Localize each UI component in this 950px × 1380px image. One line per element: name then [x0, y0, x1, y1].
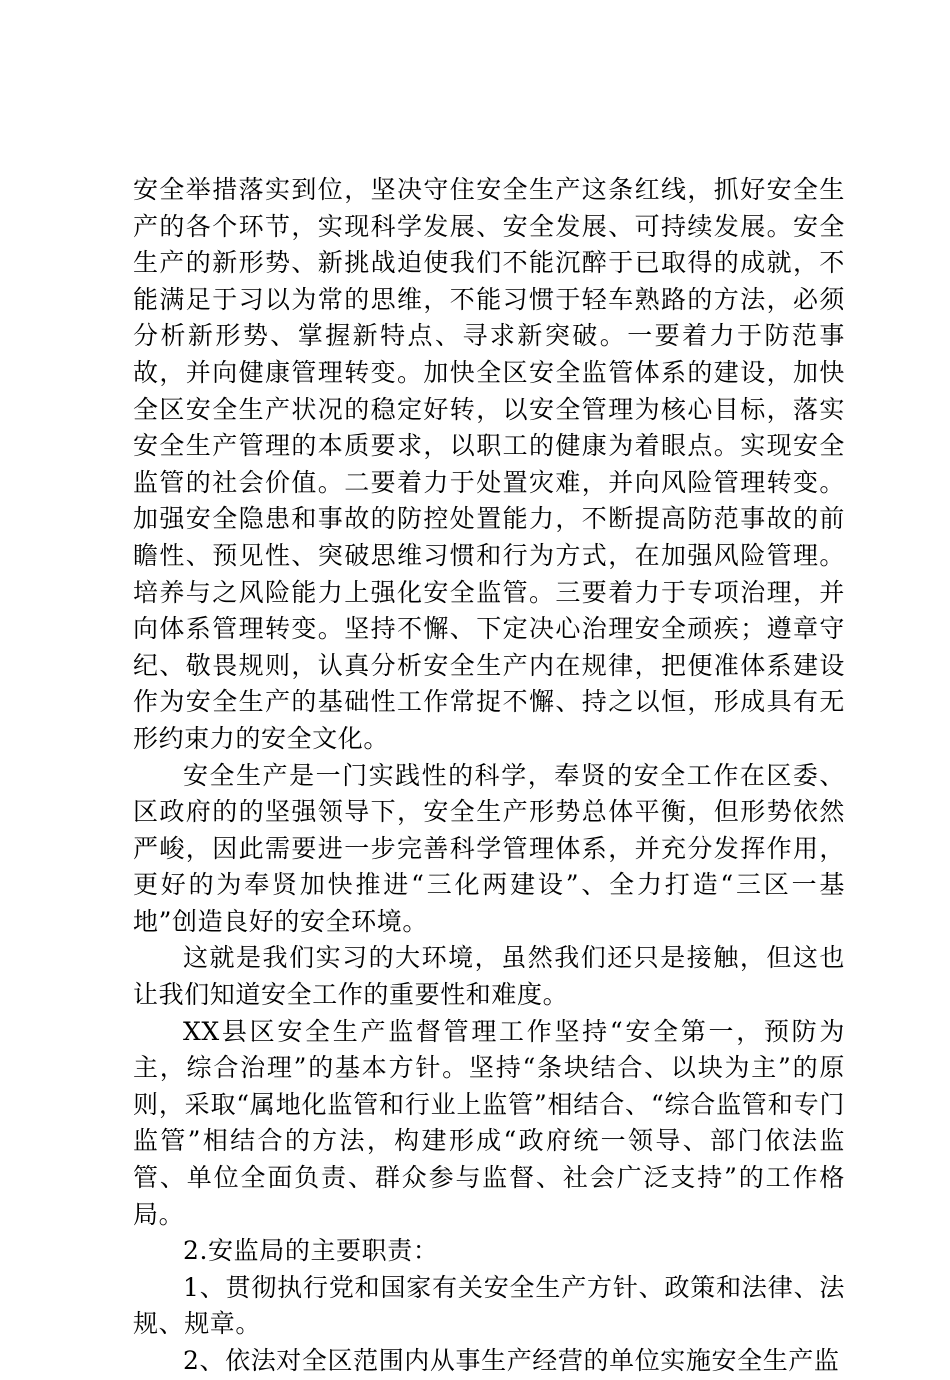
- paragraph-safety-measures: 安全举措落实到位，坚决守住安全生产这条红线，抓好安全生产的各个环节，实现科学发展、安全发展、可持续发展。安全生产的新形势、新挑战迫使我们不能沉醉于已取得的成就，不能满足于习以为常的思维，不能习惯于轻车熟路的方法，必须分析新形势、掌握新特点、寻求新突破。一要着力于防范事故，并向健康管理转变。加快全区安全监管体系的建设，加快全区安全生产状况的稳定好转，以安全管理为核心目标，落实安全生产管理的本质要求，以职工的健康为着眼点。实现安全监管的社会价值。二要着力于处置灾难，并向风险管理转变。加强安全隐患和事故的防控处置能力，不断提高防范事故的前瞻性、预见性、突破思维习惯和行为方式，在加强风险管理。培养与之风险能力上强化安全监管。三要着力于专项治理，并向体系管理转变。坚持不懈、下定决心治理安全顽疾；遵章守纪、敬畏规则，认真分析安全生产内在规律，把便准体系建设作为安全生产的基础性工作常捉不懈、持之以恒，形成具有无形约束力的安全文化。: [133, 175, 845, 753]
- document-body: [133, 172, 845, 1380]
- paragraph-supervision-policy: XX县区安全生产监督管理工作坚持“安全第一，预防为主，综合治理”的基本方针。坚持“条块结合、以块为主”的原则，采取“属地化监管和行业上监管”相结合、“综合监管和专门监管”相结合的方法，构建形成“政府统一领导、部门依法监管、单位全面负责、群众参与监督、社会广泛支持”的工作格局。: [133, 1016, 845, 1229]
- list-item-duty-1: 1、贯彻执行党和国家有关安全生产方针、政策和法律、法规、规章。: [133, 1272, 845, 1339]
- paragraph-internship-environment: 这就是我们实习的大环境，虽然我们还只是接触，但这也让我们知道安全工作的重要性和难度。: [133, 943, 845, 1010]
- list-item-duty-2: 2、依法对全区范围内从事生产经营的单位实施安全生产监: [183, 1346, 840, 1375]
- section-heading-main-duties: 2.安监局的主要职责：: [183, 1236, 439, 1266]
- paragraph-practical-science: 安全生产是一门实践性的科学，奉贤的安全工作在区委、区政府的的坚强领导下，安全生产形势总体平衡，但形势依然严峻，因此需要进一步完善科学管理体系，并充分发挥作用，更好的为奉贤加快推进“三化两建设”、全力打造“三区一基地”创造良好的安全环境。: [133, 760, 845, 936]
